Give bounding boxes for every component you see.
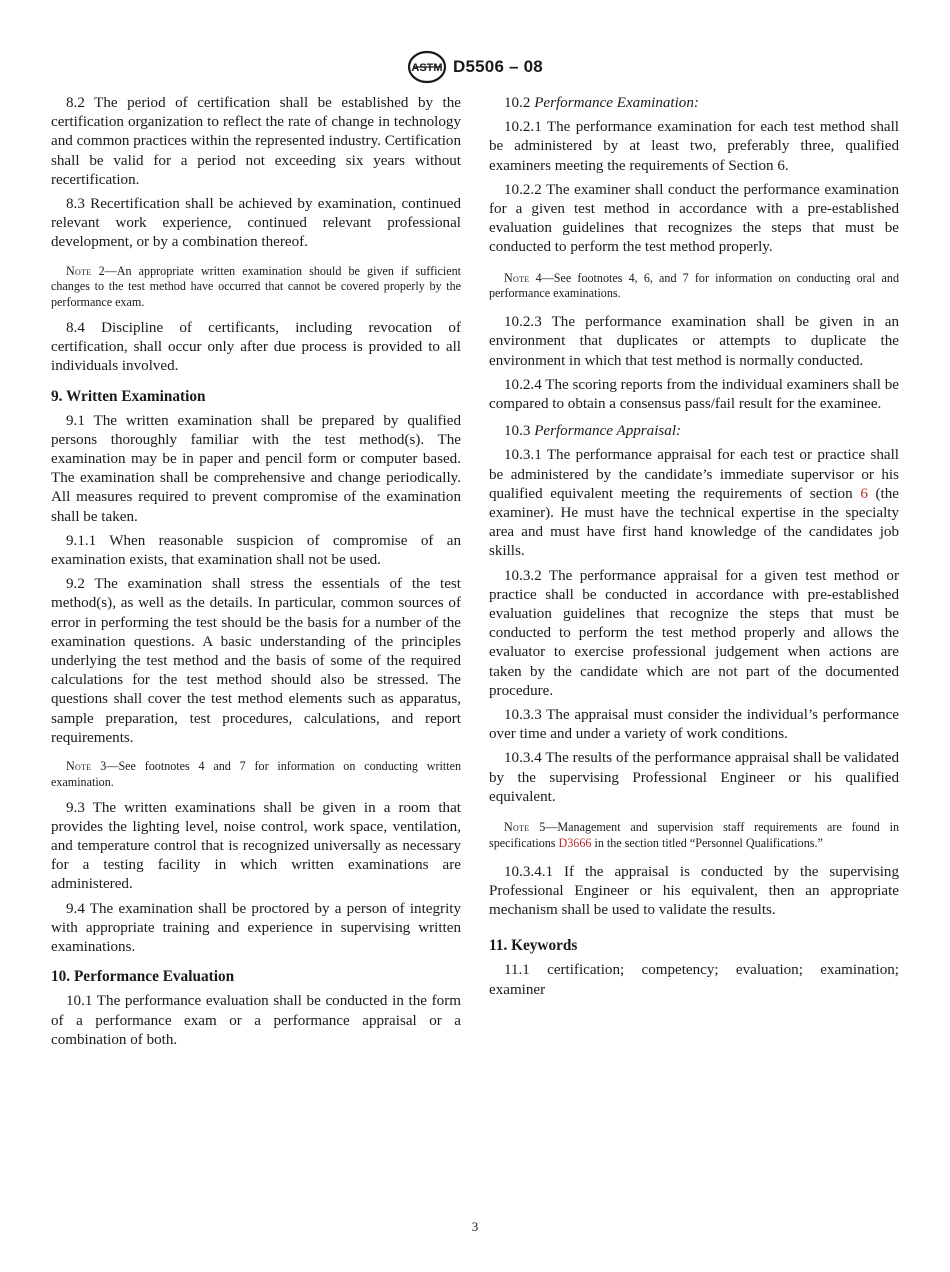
- section-11-heading: 11. Keywords: [489, 937, 578, 955]
- paragraph-10-3-1: [489, 446, 899, 561]
- paragraph-8-2: 8.2 The period of certification shall be established by the certification organization to reflect the rate of change in technology and common practices within the represented industry. Certification shall be valid for a period not exceeding six years without recertification.: [51, 95, 461, 188]
- paragraph-10-2: [489, 94, 899, 113]
- paragraph-9-1: 9.1 The written examination shall be prepared by qualified persons thoroughly familiar with the test method(s). The examination may be in paper and pencil form or computer based. The examination shall be comprehensive and change periodically. All measures required to prevent compromise of the examination shall be taken.: [51, 412, 461, 525]
- paragraph-11-1: 11.1 certification; competency; evaluation; examination; examiner: [489, 962, 899, 998]
- paragraph-10-3-4-1: 10.3.4.1 If the appraisal is conducted by the supervising Professional Engineer or his equivalent, then an appropriate mechanism shall be used to validate the results.: [489, 863, 899, 919]
- paragraph-9-2: 9.2 The examination shall stress the essentials of the test method(s), as well as the details. In particular, common sources of error in performing the test should be the basis for a number of the examination questions. A basic understanding of the principles underlying the test method and the basis of some of the required calculations for the test method should also be stressed. The questions shall cover the test method elements such as apparatus, sample preparation, test procedures, calculations, and report requirements.: [51, 576, 461, 746]
- subsection-title: Performance Examination:: [534, 95, 699, 111]
- paragraph-10-2-4: 10.2.4 The scoring reports from the individual examiners shall be compared to obtain a consensus pass/fail result for the examinee.: [489, 376, 900, 413]
- paragraph-10-3-4: 10.3.4 The results of the performance appraisal shall be validated by the supervising Professional Engineer or his qualified equivalent.: [489, 750, 899, 805]
- paragraph-10-3-3: 10.3.3 The appraisal must consider the individual’s performance over time and under a variety of work conditions.: [489, 707, 899, 743]
- paragraph-10-3: [489, 422, 899, 441]
- paragraph-9-3: 9.3 The written examinations shall be given in a room that provides the lighting level, noise control, work space, ventilation, and temperature control that is recognized universally as necessary for a testing facility in which written examinations are administered.: [51, 799, 461, 893]
- paragraph-10-2-2: 10.2.2 The examiner shall conduct the performance examination for a given test method in accordance with a pre-established evaluation guidelines that recognizes the steps that must be conducted to perform the test method properly.: [489, 181, 899, 256]
- note-3: [51, 759, 461, 791]
- section-9-heading: 9. Written Examination: [51, 387, 206, 405]
- note-5: [489, 820, 899, 852]
- paragraph-9-1-1: 9.1.1 When reasonable suspicion of compromise of an examination exists, that examination shall not be used.: [51, 532, 461, 569]
- note-label: Note: [504, 270, 530, 285]
- right-column: [489, 94, 899, 1005]
- note-text: 2—An appropriate written examination should be given if sufficient changes to the test method have occurred that cannot be covered properly by the performance exam.: [51, 263, 461, 310]
- section-6-link[interactable]: 6: [860, 485, 868, 502]
- note-label: Note: [66, 759, 92, 774]
- paragraph-text: 10.3.1 The performance appraisal for each test or practice shall be administered by the candidate’s immediate supervisor or his qualified equivalent meeting the requirements of section: [489, 447, 899, 502]
- subsection-title: Performance Appraisal:: [534, 423, 682, 440]
- paragraph-text: (the examiner). He must have the technical expertise in the specialty area and must have first hand knowledge of the candidates job skills.: [489, 485, 899, 560]
- note-4: [489, 271, 899, 303]
- document-designation: D5506 – 08: [453, 57, 543, 76]
- page-number: 3: [471, 1219, 479, 1234]
- paragraph-8-4: 8.4 Discipline of certificants, including revocation of certification, shall occur only after due process is provided to all individuals involved.: [51, 320, 461, 375]
- note-text: 3—See footnotes 4 and 7 for information on conducting written examination.: [51, 759, 461, 789]
- astm-logo-icon: [407, 50, 447, 84]
- paragraph-10-2-3: 10.2.3 The performance examination shall be given in an environment that duplicates or attempts to duplicate the environment in which that test method is normally conducted.: [489, 314, 899, 369]
- note-label: Note: [66, 263, 92, 278]
- note-text: 5—Management and supervision staff requirements are found in specifications: [489, 820, 899, 850]
- section-10-heading: 10. Performance Evaluation: [51, 968, 235, 986]
- paragraph-10-3-2: 10.3.2 The performance appraisal for a given test method or practice shall be conducted in accordance with pre-established evaluation guidelines that recognize the steps that must be conducted to perform the test method properly and allows the evaluator to exercise professional judgement when actions are taken by the candidate which are not part of the documented procedure.: [489, 567, 899, 699]
- note-text: 4—See footnotes 4, 6, and 7 for information on conducting oral and performance examinations.: [489, 270, 899, 301]
- paragraph-8-3: 8.3 Recertification shall be achieved by examination, continued relevant work experience, continued relevant professional development, or by a combination thereof.: [51, 196, 461, 251]
- note-2: [51, 264, 461, 311]
- d3666-link[interactable]: D3666: [558, 835, 592, 850]
- note-label: Note: [504, 820, 530, 835]
- left-column: [51, 94, 461, 1055]
- paragraph-10-2-1: 10.2.1 The performance examination for each test method shall be administered by at least two, preferably three, qualified examiners meeting the requirements of Section 6.: [489, 119, 899, 174]
- paragraph-number: 10.3: [504, 423, 535, 440]
- paragraph-9-4: 9.4 The examination shall be proctored by a person of integrity with appropriate training and experience in supervising written examinations.: [51, 900, 461, 956]
- page-header: [0, 50, 950, 86]
- paragraph-number: 10.2: [504, 95, 535, 111]
- note-text: in the section titled “Personnel Qualifications.”: [591, 835, 823, 850]
- svg-text:ASTM: ASTM: [411, 62, 443, 74]
- paragraph-10-1: 10.1 The performance evaluation shall be conducted in the form of a performance exam or a performance appraisal or a combination of both.: [51, 993, 461, 1048]
